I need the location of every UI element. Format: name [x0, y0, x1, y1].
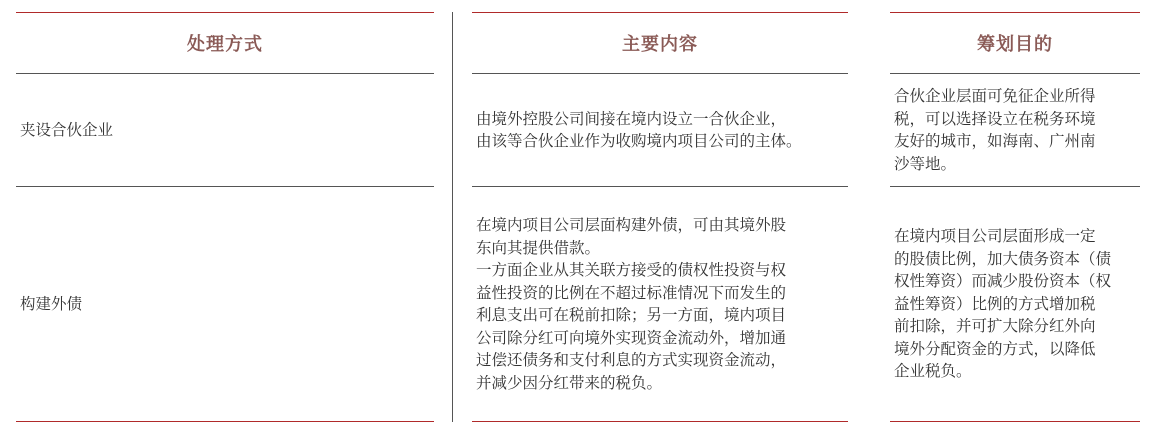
bottom-rule: [472, 421, 848, 422]
header-method: 处理方式: [187, 34, 263, 55]
column-divider: [452, 12, 453, 422]
row-1-method-cell: [16, 74, 434, 186]
row-2-purpose: 在境内项目公司层面形成一定 的股债比例，加大债务资本（债 权性筹资）而减少股份资本（权 益性筹资）比例的方式增加税 前扣除，并可扩大除分红外向 境外分配资金的方式，以降低 企业税负。: [894, 227, 1112, 381]
header-content: 主要内容: [622, 34, 698, 55]
row-1-content-cell: [472, 74, 848, 186]
column-purpose: [890, 12, 1140, 422]
row-1-method: 夹设合伙企业: [20, 120, 114, 139]
row-2-purpose-cell: [890, 187, 1140, 421]
row-1-purpose-cell: [890, 74, 1140, 186]
row-2-method: 构建外债: [20, 294, 83, 313]
column-content: [472, 12, 848, 422]
row-2-method-cell: [16, 187, 434, 421]
row-2-content-cell: [472, 187, 848, 421]
column-method: [16, 12, 434, 422]
row-1-content: 由境外控股公司间接在境内设立一合伙企业， 由该等合伙企业作为收购境内项目公司的主体。: [476, 109, 802, 150]
header-purpose: 筹划目的: [977, 34, 1053, 55]
row-2-content: 在境内项目公司层面构建外债，可由其境外股 东向其提供借款。 一方面企业从其关联方接受的债权性投资与权 益性投资的比例在不超过标准情况下而发生的 利息支出可在税前扣除；另一方面，境内项目 公司除分红可向境外实现资金流动外，增加通 过偿还债务和支付利息的方式实现资金流动， 并减少因分红带来的税负。: [476, 216, 787, 392]
row-1-purpose: 合伙企业层面可免征企业所得 税，可以选择设立在税务环境 友好的城市，如海南、广州南 沙等地。: [894, 87, 1096, 173]
bottom-rule: [890, 421, 1140, 422]
bottom-rule: [16, 421, 434, 422]
